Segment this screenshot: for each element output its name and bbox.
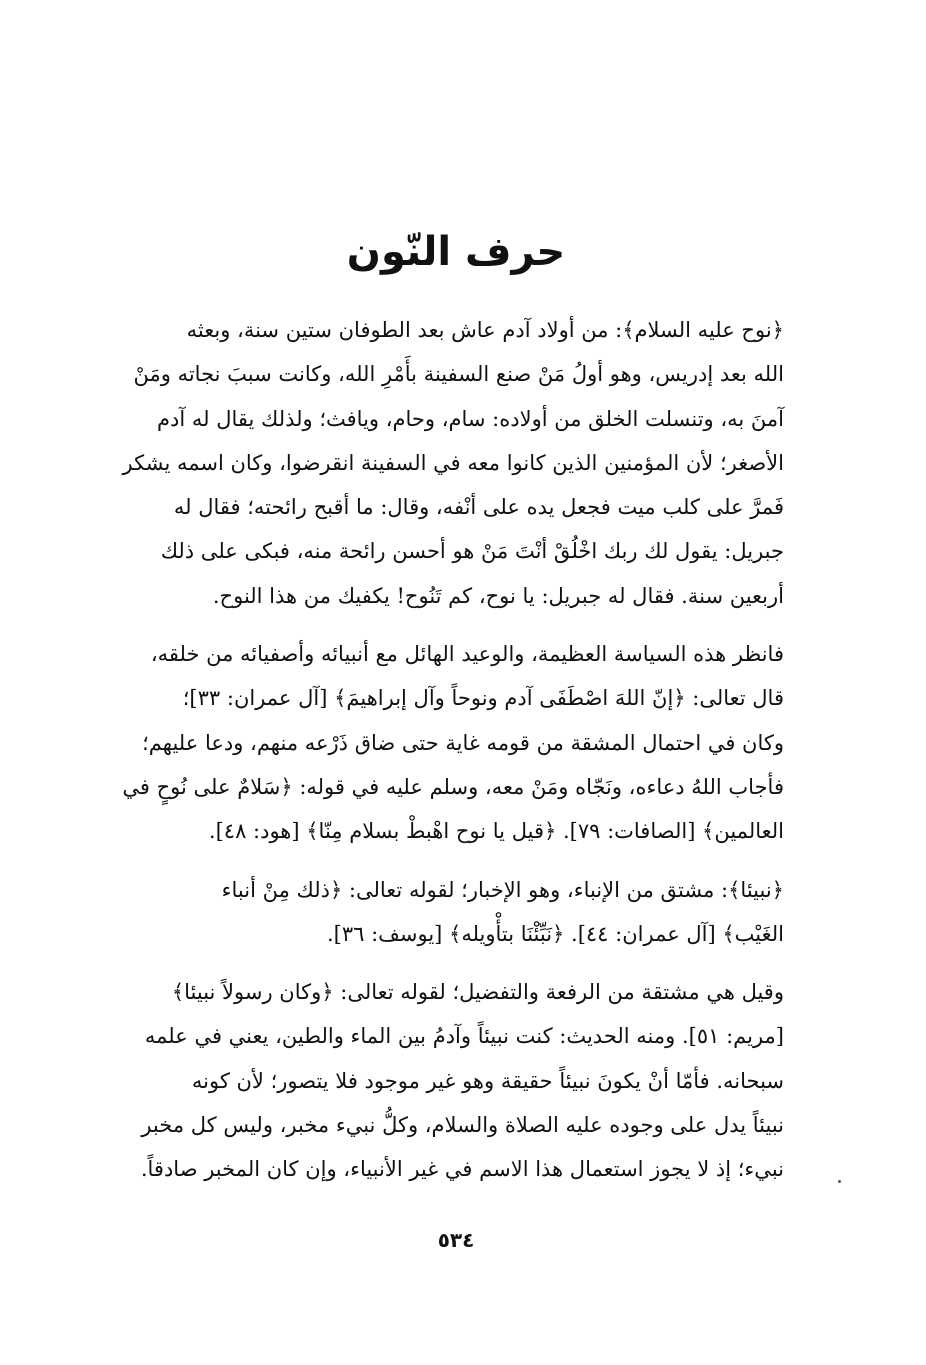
text-line: الأصغر؛ لأن المؤمنين الذين كانوا معه في السفينة انقرضوا، وكان اسمه يشكر bbox=[122, 450, 784, 475]
text-line: سبحانه. فأمّا أنْ يكونَ نبيئاً حقيقة وهو غير موجود فلا يتصور؛ لأن كونه bbox=[191, 1068, 784, 1093]
text-line: وقيل هي مشتقة من الرفعة والتفضيل؛ لقوله تعالى: ﴿وكان رسولاً نبيئا﴾ bbox=[171, 980, 784, 1005]
margin-dot bbox=[838, 1180, 841, 1183]
text-line: فانظر هذه السياسة العظيمة، والوعيد الهائل مع أنبيائه وأصفيائه من خلقه، bbox=[150, 642, 784, 667]
paragraph-nuh bbox=[100, 308, 812, 618]
chapter-title: حرف النّون bbox=[346, 229, 566, 275]
text-line: العالمين﴾ [الصافات: ٧٩]. ﴿قيل يا نوح اهْبطْ بسلام مِنّا﴾ [هود: ٤٨]. bbox=[208, 819, 784, 844]
paragraph-siyasa bbox=[100, 632, 812, 853]
text-line: نبيئاً يدل على وجوده عليه الصلاة والسلام، وكلُّ نبيء مخبر، وليس كل مخبر bbox=[141, 1113, 784, 1138]
text-line: أربعين سنة. فقال له جبريل: يا نوح، كم تَنُوح! يكفيك من هذا النوح. bbox=[212, 583, 784, 608]
paragraph-nabi-inba bbox=[100, 868, 812, 957]
page-number: ٥٣٤ bbox=[437, 1228, 475, 1252]
text-line: ﴿نبيئا﴾: مشتق من الإنباء، وهو الإخبار؛ لقوله تعالى: ﴿ذلك مِنْ أنباء bbox=[221, 877, 784, 902]
text-line: نبيء؛ إذ لا يجوز استعمال هذا الاسم في غير الأنبياء، وإن كان المخبر صادقاً. bbox=[140, 1157, 784, 1182]
text-line: الغَيْب﴾ [آل عمران: ٤٤]. ﴿نَبِّئْنَا بتأْويله﴾ [يوسف: ٣٦]. bbox=[326, 921, 784, 946]
text-line: فَمرَّ على كلب ميت فجعل يده على أنْفه، وقال: ما أقبح رائحته؛ فقال له bbox=[173, 495, 784, 520]
text-line: الله بعد إدريس، وهو أولُ مَنْ صنع السفينة بأَمْرِ الله، وكانت سببَ نجاته ومَنْ bbox=[133, 362, 784, 387]
text-line: فأجاب اللهُ دعاءه، ونَجّاه ومَنْ معه، وسلم عليه في قوله: ﴿سَلامٌ على نُوحٍ في bbox=[122, 774, 784, 799]
body-text bbox=[100, 308, 812, 1206]
text-line: آمنَ به، وتنسلت الخلق من أولاده: سام، وحام، ويافث؛ ولذلك يقال له آدم bbox=[157, 406, 784, 431]
paragraph-nabi-rifa bbox=[100, 970, 812, 1191]
text-line: وكان في احتمال المشقة من قومه غاية حتى ضاق ذَرْعه منهم، ودعا عليهم؛ bbox=[142, 730, 784, 755]
text-line: ﴿نوح عليه السلام﴾: من أولاد آدم عاش بعد الطوفان ستين سنة، وبعثه bbox=[186, 318, 784, 342]
page bbox=[100, 0, 812, 1365]
text-line: جبريل: يقول لك ربك اخْلُقْ أنْتَ مَنْ هو أحسن رائحة منه، فبكى على ذلك bbox=[160, 539, 784, 564]
text-line: قال تعالى: ﴿إنّ اللهَ اصْطَفَى آدم ونوحاً وآل إبراهيمَ﴾ [آل عمران: ٣٣]؛ bbox=[182, 686, 784, 711]
text-line: [مريم: ٥١]. ومنه الحديث: كنت نبيئاً وآدمُ بين الماء والطين، يعني في علمه bbox=[144, 1024, 784, 1049]
